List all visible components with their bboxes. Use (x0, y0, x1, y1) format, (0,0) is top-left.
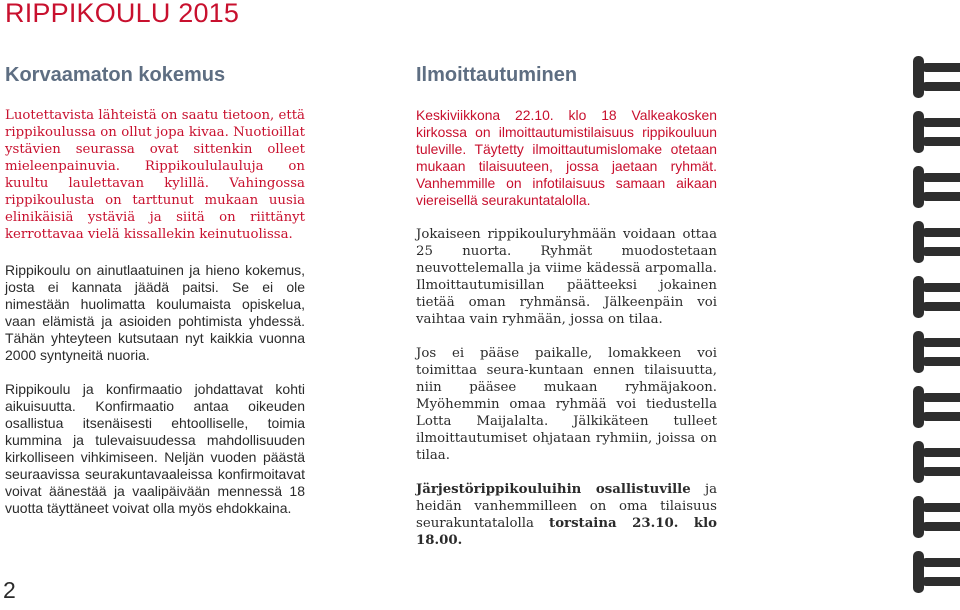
page-number: 2 (3, 577, 16, 603)
intro-paragraph (5, 107, 305, 243)
intro-highlight-cont: Vahingossa rippikoulusta on tarttunut mukaan uusia elinikäisiä ystäviä ja siitä on riittänyt kerrottavaa vielä kissallekin keinutuolissa. (5, 176, 305, 242)
page-title: RIPPIKOULU 2015 (5, 0, 240, 28)
binding-ring (908, 330, 960, 374)
jarjesto-bold: Järjestörippikouluihin osallistuville (416, 482, 691, 497)
binding-ring (908, 550, 960, 594)
paragraph-jarjesto (416, 481, 717, 549)
binding-ring (908, 110, 960, 154)
binding-ring (908, 220, 960, 264)
binding-ring (908, 165, 960, 209)
paragraph-poissa: Jos ei pääse paikalle, lomakkeen voi toimittaa seura-kuntaan ennen tilaisuutta, niin pääsee mukaan ryhmäjakoon. Myöhemmin omaa ryhmää voi tiedustella Lotta Maijalalta. Jälkikäteen tulleet ilmoittautumiset ohjataan ryhmiin, joissa on tilaa. (416, 346, 717, 463)
section-heading-ilmoittautuminen: Ilmoittautuminen (416, 64, 578, 86)
jarjesto-date: torstaina 23.10. klo 18.00. (416, 516, 717, 548)
right-column (416, 64, 717, 549)
paragraph-ainutlaatuinen: Rippikoulu on ainutlaatuinen ja hieno kokemus, josta ei kannata jäädä paitsi. Se ei ole nimestään huolimatta koulumaista opiskelua, vaan elämistä ja asioiden pohtimista yhdessä. Tähän yhteyteen kutsutaan nyt kaikkia vuonna 2000 syntyneitä nuoria. (5, 262, 305, 363)
jarjesto-mid: ja heidän vanhemmilleen on oma tilaisuus seurakuntatalolla (416, 482, 717, 531)
binding-ring (908, 385, 960, 429)
section-heading-kokemus: Korvaamaton kokemus (5, 64, 226, 86)
spiral-binding (908, 50, 960, 610)
paragraph-ryhmat: Jokaiseen rippikouluryhmään voidaan ottaa 25 nuorta. Ryhmät muodostetaan neuvottelemalla ja viime kädessä arpomalla. Ilmoittautumisillan päätteeksi jokainen tietää oman ryhmänsä. Jälkeenpäin voi vaihtaa vain ryhmään, jossa on tilaa. (416, 227, 717, 327)
binding-ring (908, 55, 960, 99)
paragraph-konfirmaatio: Rippikoulu ja konfirmaatio johdattavat kohti aikuisuutta. Konfirmaatio antaa oikeuden osallistua itsenäisesti ehtoolliselle, toimia kummina ja tulevaisuudessa mahdollisuuden kirkolliseen vihkimiseen. Neljän vuoden päästä seuraavissa seurakuntavaaleissa konfirmoitavat voivat äänestää ja vaalipäivään mennessä 18 vuotta täyttäneet voivat olla myös ehdokkaina. (5, 381, 305, 516)
binding-ring (908, 275, 960, 319)
registration-event-paragraph: Keskiviikkona 22.10. klo 18 Valkeakosken kirkossa on ilmoittautumistilaisuus rippikouluun tuleville. Täytetty ilmoittautumislomake otetaan mukaan tilaisuuteen, jossa jaetaan ryhmät. Vanhemmille on infotilaisuus samaan aikaan viereisellä seurakuntatalolla. (416, 107, 717, 208)
left-column (5, 64, 305, 517)
binding-ring (908, 495, 960, 539)
binding-ring (908, 440, 960, 484)
intro-highlight: Luotettavista lähteistä on saatu tietoon, että rippikoulussa on ollut jopa kivaa. Nuotioillat ystävien seurassa ovat sittenkin olleet mieleenpainuvia. Rippikoululauluja on kuultu laulettavan kylillä. (5, 108, 305, 191)
